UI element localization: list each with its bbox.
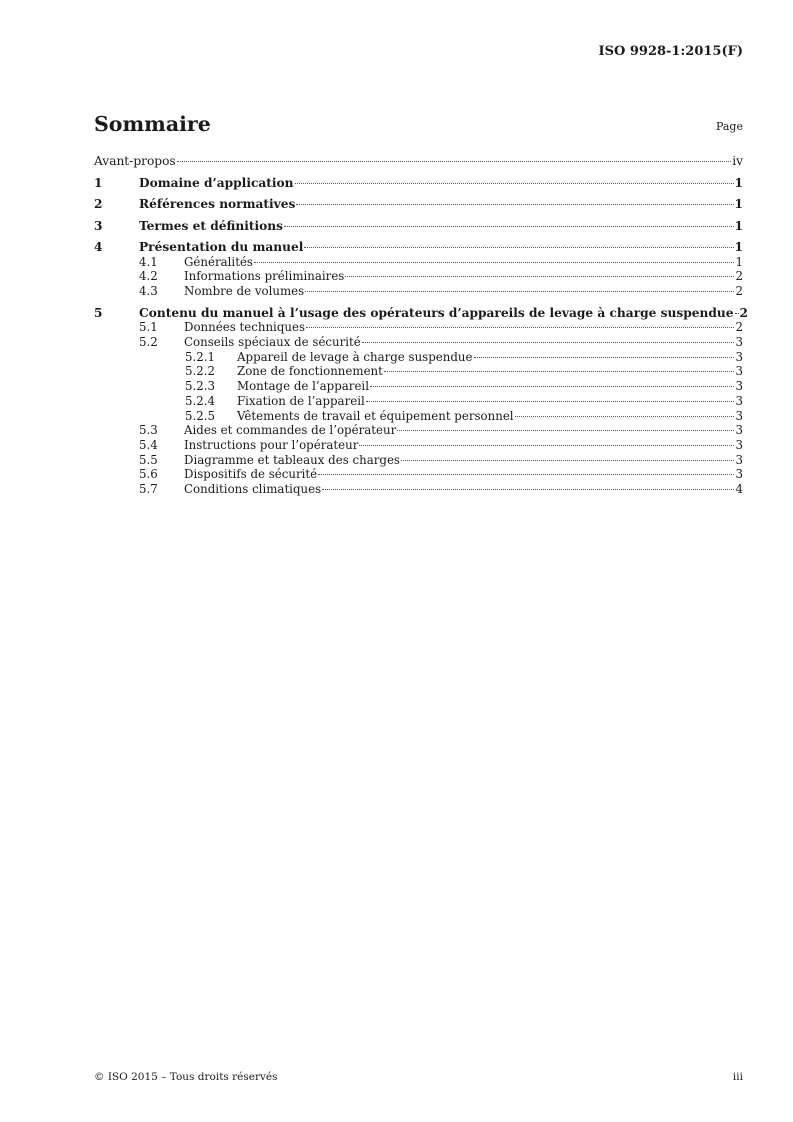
toc-entry[interactable] — [94, 219, 743, 234]
toc-entry-number: 5.6 — [139, 467, 158, 482]
toc-entry-number: 5.2.5 — [185, 408, 216, 423]
toc-entry-number: 5.2.4 — [185, 393, 216, 408]
toc-entry-page: 3 — [735, 423, 743, 438]
dot-leader — [345, 276, 734, 277]
dot-leader — [177, 161, 732, 162]
toc-entry-page: 3 — [735, 393, 743, 408]
toc-entry-title: Informations préliminaires — [184, 269, 345, 284]
copyright-notice: © ISO 2015 – Tous droits réservés — [94, 1071, 278, 1083]
toc-entry[interactable] — [94, 350, 743, 365]
toc-entry-page: 3 — [735, 467, 743, 482]
toc-entry-number: 5.2.2 — [185, 364, 216, 379]
dot-leader — [515, 416, 735, 417]
toc-entry-page: 3 — [735, 408, 743, 423]
toc-entry[interactable] — [94, 320, 743, 335]
toc-entry-number: 5.5 — [139, 452, 158, 467]
toc-entry-title: Généralités — [184, 254, 253, 269]
toc-entry-number: 5.2.3 — [185, 379, 216, 394]
toc-entry-title: Avant-propos — [94, 154, 176, 168]
dot-leader — [366, 401, 735, 402]
toc-entry[interactable] — [94, 176, 743, 191]
toc-entry-number: 5.7 — [139, 482, 158, 497]
toc-entry-page: 1 — [734, 218, 743, 233]
toc-entry-page: 3 — [735, 379, 743, 394]
toc-entry-page: 2 — [735, 284, 743, 299]
toc-entry-number: 3 — [94, 218, 103, 233]
toc-entry-page: 1 — [735, 254, 743, 269]
toc-entry-number: 5.3 — [139, 423, 158, 438]
toc-entry-title: Instructions pour l’opérateur — [184, 437, 359, 452]
toc-entry-title: Contenu du manuel à l’usage des opérateurs d’appareils de levage à charge suspendue — [139, 305, 734, 320]
dot-leader — [322, 489, 734, 490]
toc-entry[interactable] — [94, 305, 748, 321]
toc-entry-page: 3 — [735, 437, 743, 452]
toc-entry[interactable] — [94, 335, 743, 350]
toc-entry-number: 4.1 — [139, 254, 158, 269]
toc-entry-title: Aides et commandes de l’opérateur — [184, 423, 397, 438]
toc-entry-title: Conditions climatiques — [184, 482, 322, 497]
toc-entry[interactable] — [94, 394, 743, 409]
toc-entry[interactable] — [94, 423, 743, 438]
page-footer — [94, 1071, 743, 1083]
toc-entry-page: 2 — [739, 305, 748, 320]
toc-entry-title: Dispositifs de sécurité — [184, 467, 318, 482]
toc-entry-title: Domaine d’application — [139, 175, 294, 190]
toc-entry[interactable] — [94, 364, 743, 379]
toc-entry-title: Conseils spéciaux de sécurité — [184, 335, 361, 350]
dot-leader — [359, 445, 734, 446]
toc-entry-title: Fixation de l’appareil — [237, 393, 365, 408]
dot-leader — [306, 327, 734, 328]
page-column-label: Page — [715, 120, 743, 133]
toc-entry-page: 3 — [735, 349, 743, 364]
dot-leader — [397, 430, 734, 431]
dot-leader — [318, 474, 734, 475]
toc-entry-number: 4 — [94, 240, 103, 254]
toc-entry-title: Montage de l’appareil — [237, 379, 369, 394]
toc-entry-title: Références normatives — [139, 197, 296, 211]
toc-entry-page: 3 — [735, 335, 743, 350]
document-identifier: ISO 9928-1:2015(F) — [598, 44, 743, 59]
toc-entry-page: 2 — [735, 269, 743, 284]
page-title: Sommaire — [94, 112, 211, 136]
toc-entry-page: 1 — [734, 175, 743, 190]
toc-entry-number: 4.3 — [139, 284, 158, 299]
footer-page-number: iii — [732, 1071, 743, 1083]
toc-entry[interactable] — [94, 154, 743, 169]
toc-entry[interactable] — [94, 482, 743, 497]
toc-entry-page: 3 — [735, 452, 743, 467]
dot-leader — [304, 247, 733, 248]
toc-entry-title: Nombre de volumes — [184, 284, 305, 299]
toc-entry[interactable] — [94, 379, 743, 394]
toc-entry-number: 5.2 — [139, 335, 158, 350]
toc-entry-number: 2 — [94, 197, 103, 211]
dot-leader — [284, 226, 734, 227]
toc-entry-page: 2 — [735, 320, 743, 335]
dot-leader — [362, 342, 735, 343]
toc-entry-number: 4.2 — [139, 269, 158, 284]
toc-entry-title: Appareil de levage à charge suspendue — [237, 349, 473, 364]
toc-entry[interactable] — [94, 453, 743, 468]
toc-entry[interactable] — [94, 467, 743, 482]
toc-entry-page: 4 — [735, 482, 743, 497]
toc-entry-number: 1 — [94, 175, 103, 190]
toc-entry[interactable] — [94, 240, 743, 255]
toc-entry-number: 5.1 — [139, 320, 158, 335]
dot-leader — [254, 262, 735, 263]
dot-leader — [735, 313, 739, 314]
toc-entry[interactable] — [94, 438, 743, 453]
toc-entry-page: 1 — [734, 240, 743, 254]
toc-entry-number: 5.4 — [139, 437, 158, 452]
toc-entry-title: Présentation du manuel — [139, 240, 304, 254]
toc-entry[interactable] — [94, 409, 743, 424]
dot-leader — [295, 183, 734, 184]
toc-entry-title: Termes et définitions — [139, 218, 283, 233]
dot-leader — [370, 386, 735, 387]
dot-leader — [474, 357, 735, 358]
toc-entry-page: 1 — [734, 197, 743, 211]
toc-entry-number: 5 — [94, 305, 103, 320]
toc-entry-title: Diagramme et tableaux des charges — [184, 452, 400, 467]
toc-entry-number: 5.2.1 — [185, 349, 216, 364]
title-row — [94, 112, 743, 136]
toc-entry[interactable] — [94, 197, 743, 212]
toc-entry-title: Vêtements de travail et équipement personnel — [237, 408, 514, 423]
toc-entry-page: iv — [732, 154, 743, 168]
toc-entry[interactable] — [94, 255, 743, 270]
toc-entry-page: 3 — [735, 364, 743, 379]
dot-leader — [384, 371, 735, 372]
toc-entry[interactable] — [94, 269, 743, 284]
toc-entry-title: Zone de fonctionnement — [237, 364, 383, 379]
table-of-contents — [94, 154, 748, 497]
toc-entry-title: Données techniques — [184, 320, 306, 335]
dot-leader — [401, 460, 735, 461]
toc-entry[interactable] — [94, 284, 743, 299]
dot-leader — [296, 204, 733, 205]
dot-leader — [305, 291, 734, 292]
